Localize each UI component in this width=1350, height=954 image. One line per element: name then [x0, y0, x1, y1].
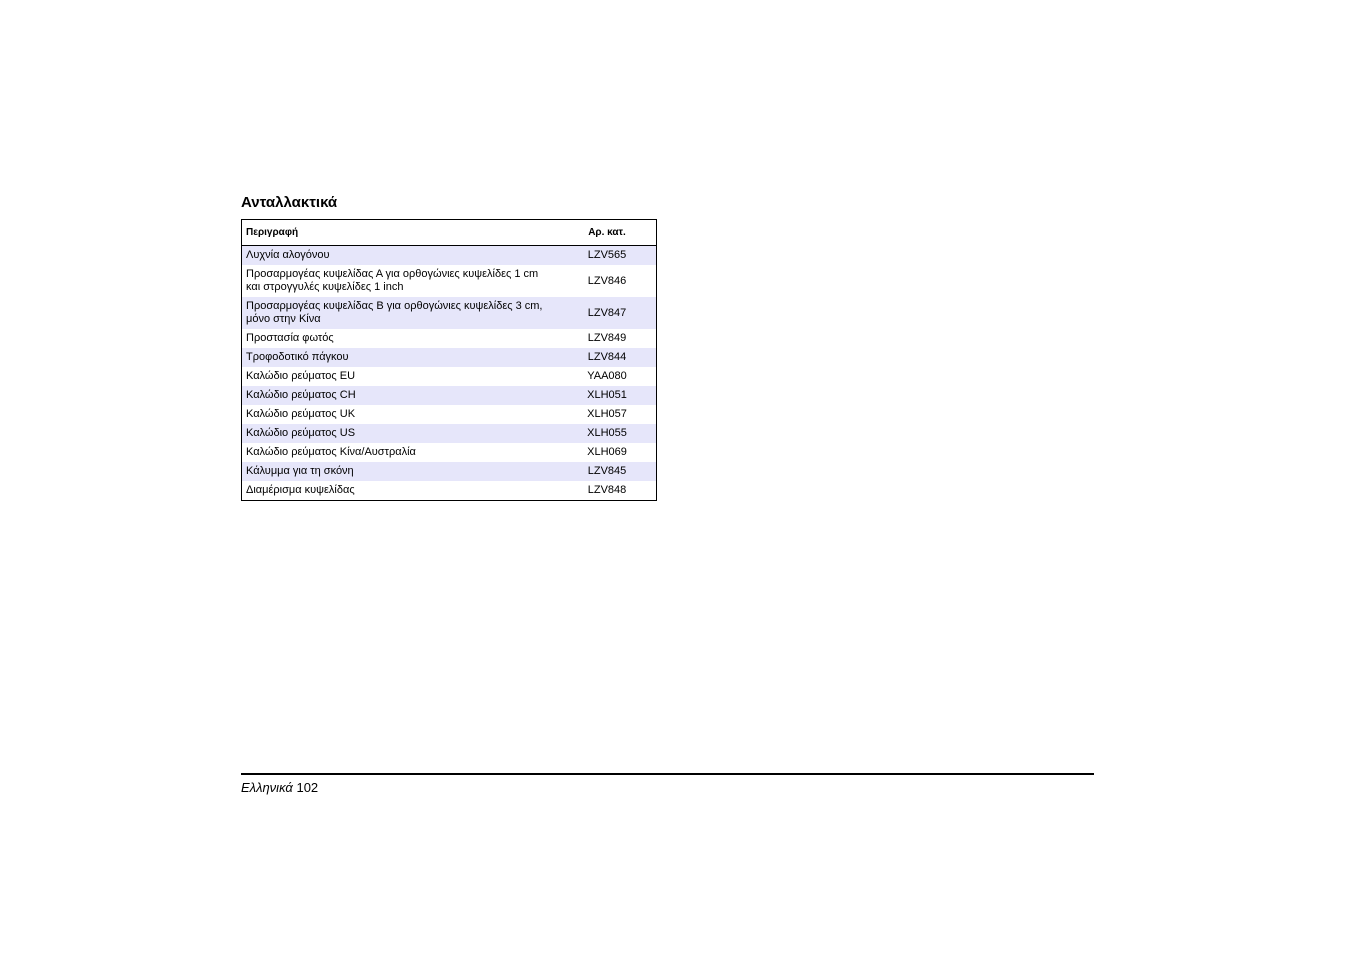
- cell-catalog-number: LZV845: [558, 462, 657, 481]
- section-title: Ανταλλακτικά: [241, 194, 338, 211]
- cell-catalog-number: LZV847: [558, 297, 657, 329]
- table-row: [242, 246, 657, 266]
- cell-catalog-number: LZV846: [587, 274, 627, 287]
- table-row: [242, 265, 657, 297]
- cell-catalog-number: LZV844: [558, 348, 657, 367]
- table-row: [242, 348, 657, 367]
- cell-description: Προστασία φωτός: [246, 332, 334, 344]
- cell-catalog-number: YAA080: [587, 370, 627, 382]
- table-row: [242, 329, 657, 348]
- cell-catalog-number: LZV849: [587, 332, 627, 344]
- cell-description: Λυχνία αλογόνου: [242, 246, 559, 266]
- cell-description: Καλώδιο ρεύματος Κίνα/Αυστραλία: [246, 446, 416, 458]
- table-row: [242, 424, 657, 443]
- table-row: [242, 386, 657, 405]
- cell-catalog-number: XLH057: [587, 408, 627, 420]
- cell-description: Διαμέρισμα κυψελίδας: [246, 484, 355, 496]
- cell-catalog-number: XLH069: [587, 446, 627, 458]
- header-catalog-number: Αρ. κατ.: [558, 220, 657, 246]
- footer-page-number: 102: [296, 780, 319, 795]
- table-header-row: [242, 220, 657, 246]
- header-description: Περιγραφή: [242, 220, 559, 246]
- cell-catalog-number: LZV848: [587, 484, 627, 496]
- footer-language: Ελληνικά: [241, 780, 293, 795]
- cell-description: Καλώδιο ρεύματος EU: [246, 370, 356, 382]
- table-row: [242, 297, 657, 329]
- cell-description: Προσαρμογέας κυψελίδας Β για ορθογώνιες κυψελίδες 3 cm, μόνο στην Κίνα: [242, 297, 559, 329]
- cell-catalog-number: XLH055: [558, 424, 657, 443]
- cell-catalog-number: XLH051: [558, 386, 657, 405]
- table-row: [242, 443, 657, 462]
- cell-description: Προσαρμογέας κυψελίδας Α για ορθογώνιες κυψελίδες 1 cm και στρογγυλές κυψελίδες 1 inch: [246, 268, 539, 293]
- page-footer: [241, 780, 318, 796]
- cell-description: Κάλυμμα για τη σκόνη: [242, 462, 559, 481]
- spare-parts-table: [241, 219, 657, 501]
- table-row: [242, 462, 657, 481]
- cell-description: Καλώδιο ρεύματος UK: [246, 408, 356, 420]
- footer-divider: [241, 773, 1094, 775]
- table-row: [242, 405, 657, 424]
- cell-description: Καλώδιο ρεύματος CH: [242, 386, 559, 405]
- table-row: [242, 367, 657, 386]
- table-row: [242, 481, 657, 501]
- cell-catalog-number: LZV565: [558, 246, 657, 266]
- cell-description: Τροφοδοτικό πάγκου: [242, 348, 559, 367]
- cell-description: Καλώδιο ρεύματος US: [242, 424, 559, 443]
